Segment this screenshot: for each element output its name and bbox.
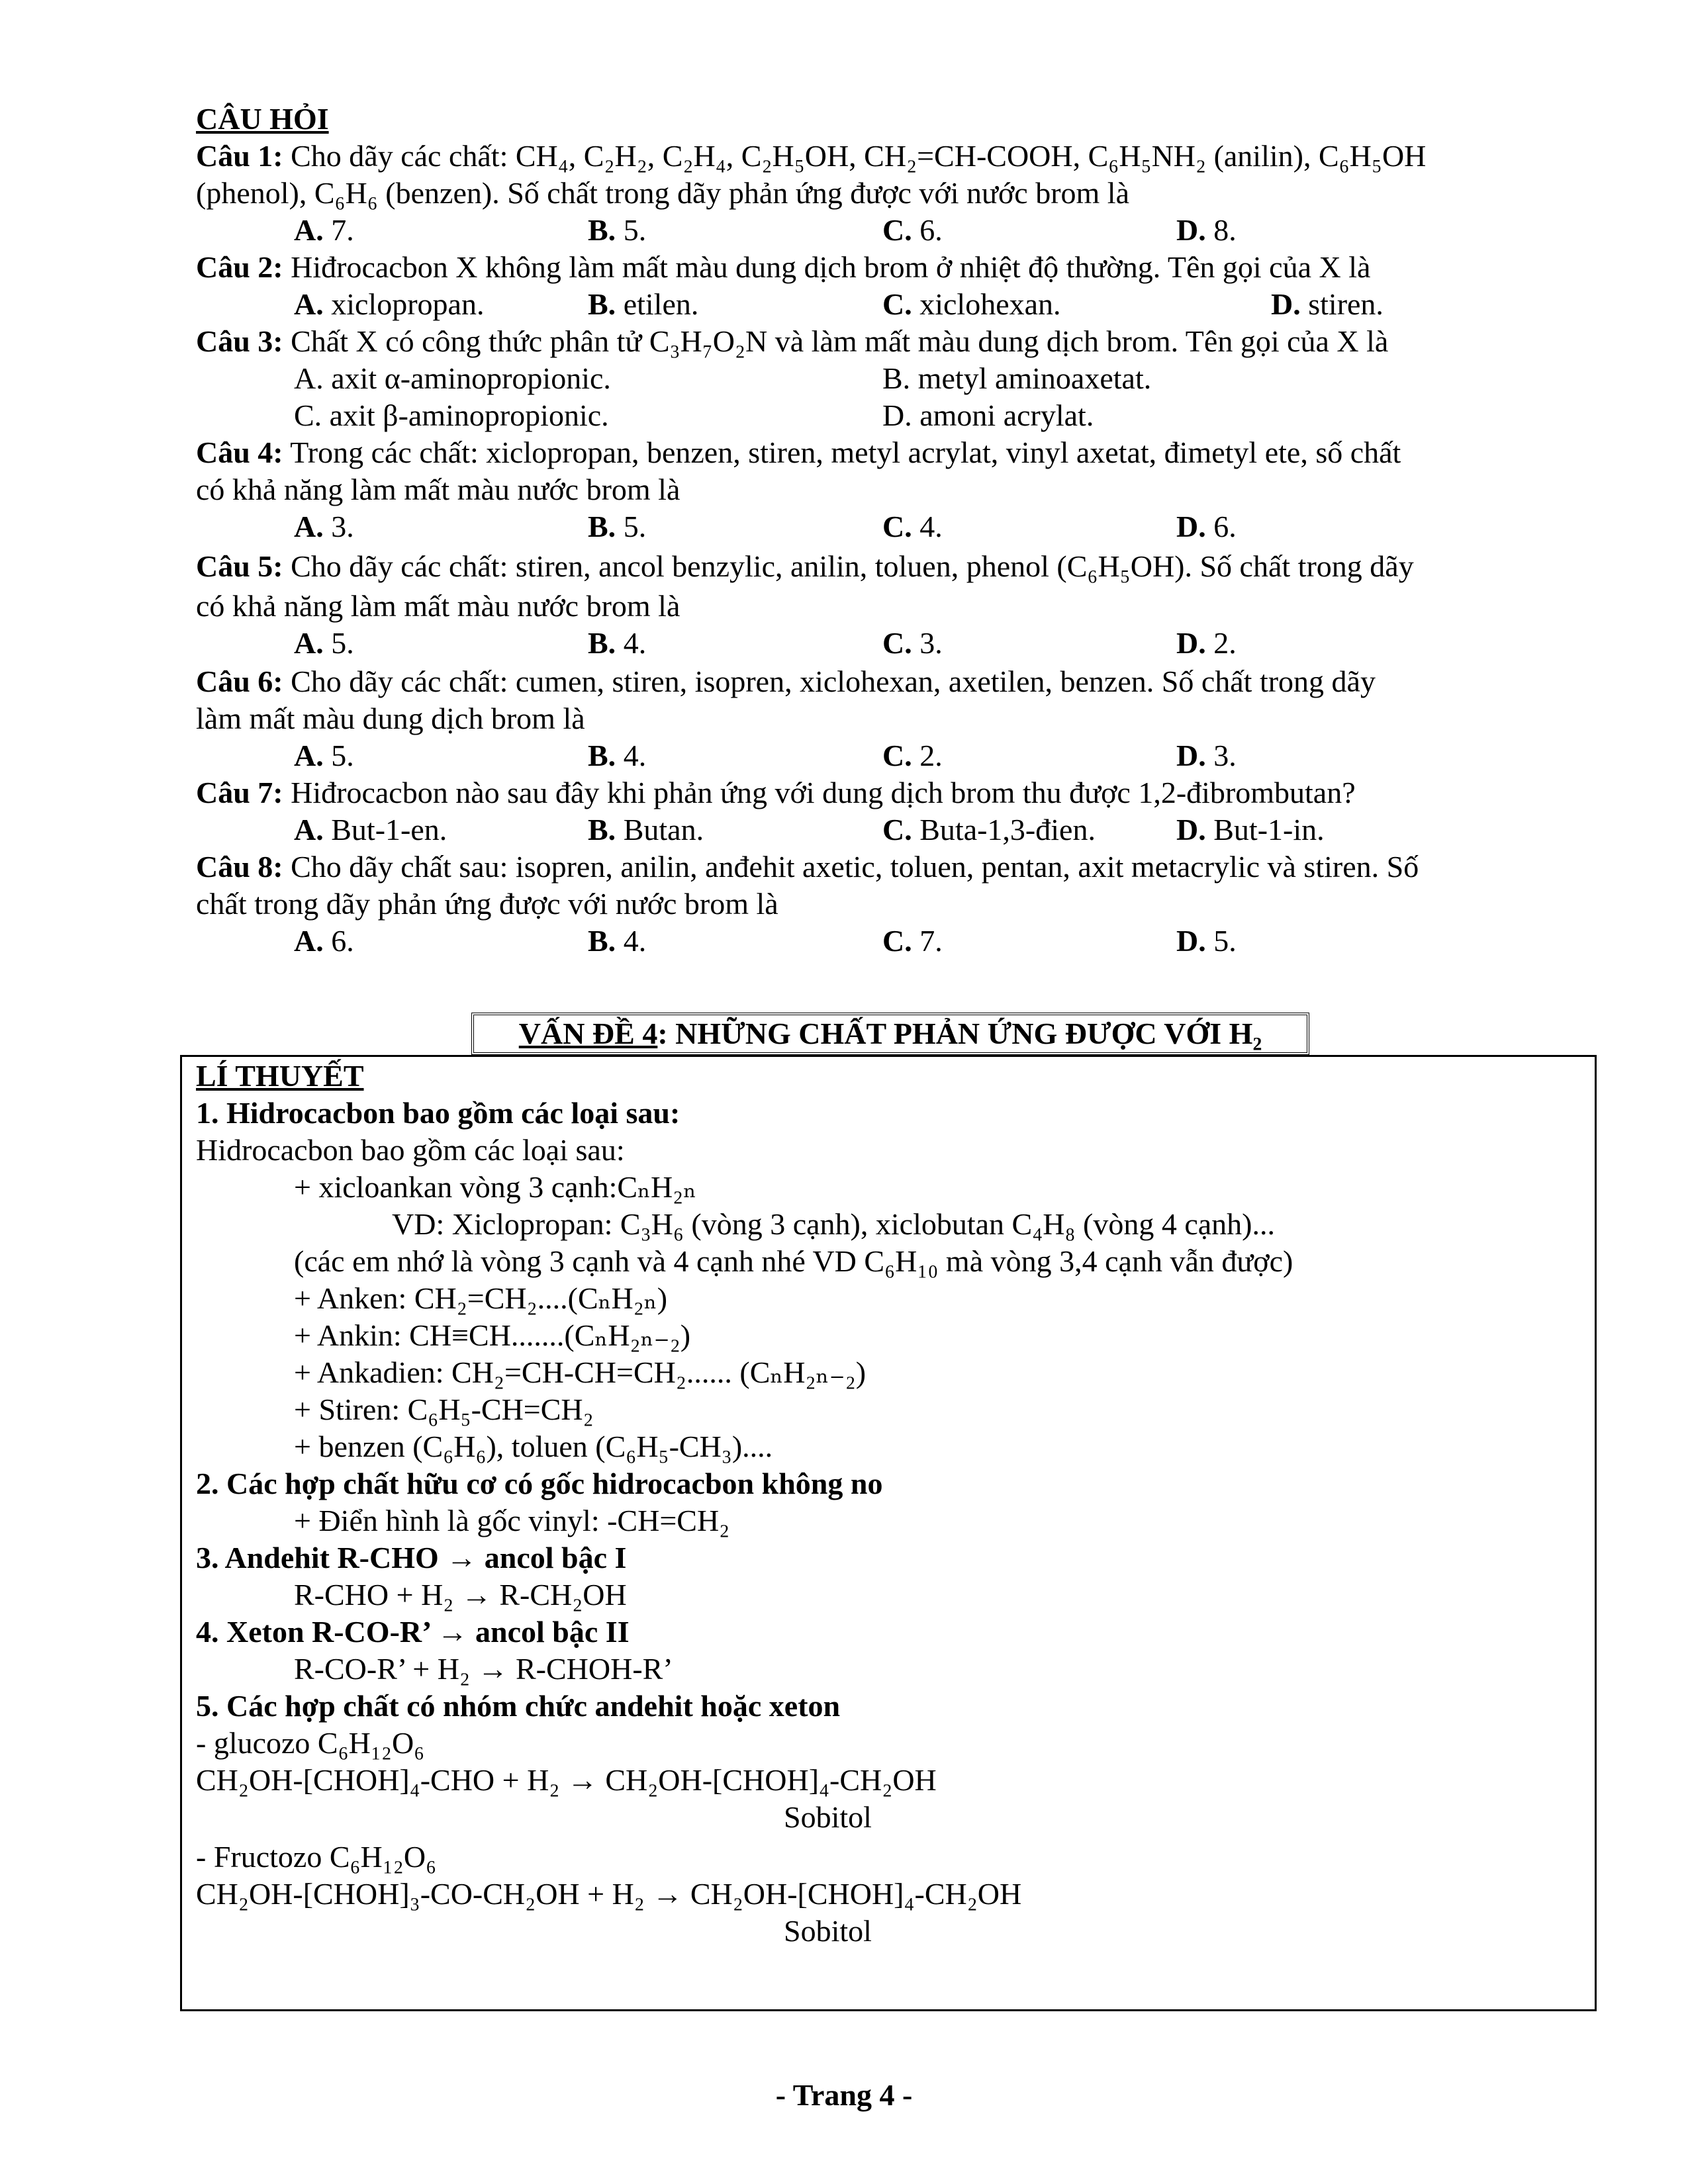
theory-line-1: 1. Hidrocacbon bao gồm các loại sau: bbox=[196, 1096, 680, 1130]
section-label: VẤN ĐỀ 4 bbox=[518, 1017, 658, 1050]
theory-line-13: 3. Andehit R-CHO → ancol bậc I bbox=[196, 1541, 627, 1574]
theory-line-22: CH₂OH-[CHOH]₃-CO-CH₂OH + H₂ → CH₂OH-[CHOH]₄-CH₂OH bbox=[196, 1877, 1022, 1911]
question-7-text-1: Hiđrocacbon nào sau đây khi phản ứng với dung dịch brom thu được 1,2-đibrombutan? bbox=[291, 776, 1356, 809]
question-2-option-b: B. etilen. bbox=[588, 287, 699, 321]
theory-line-15: 4. Xeton R-CO-R’ → ancol bậc II bbox=[196, 1615, 630, 1649]
theory-line-7: + Ankin: CH≡CH.......(CₙH₂ₙ₋₂) bbox=[294, 1318, 691, 1352]
question-2-label: Câu 2: bbox=[196, 250, 283, 284]
theory-line-11: 2. Các hợp chất hữu cơ có gốc hidrocacbon không no bbox=[196, 1467, 883, 1500]
question-5-line-2: có khả năng làm mất màu nước brom là bbox=[196, 589, 680, 623]
theory-line-17: 5. Các hợp chất có nhóm chức andehit hoặc xeton bbox=[196, 1689, 841, 1723]
question-5-option-b: B. 4. bbox=[588, 626, 647, 660]
question-5-text-1: Cho dãy các chất: stiren, ancol benzylic, anilin, toluen, phenol (C₆H₅OH). Số chất trong dãy bbox=[291, 549, 1414, 583]
theory-line-2: Hidrocacbon bao gồm các loại sau: bbox=[196, 1133, 625, 1167]
theory-line-14: R-CHO + H₂ → R-CH₂OH bbox=[294, 1578, 627, 1612]
question-6-line-2: làm mất màu dung dịch brom là bbox=[196, 702, 585, 735]
question-4-option-b: B. 5. bbox=[588, 510, 647, 543]
theory-line-20: Sobitol bbox=[784, 1800, 872, 1834]
question-8-option-d: D. 5. bbox=[1176, 924, 1237, 958]
question-2-text-1: Hiđrocacbon X không làm mất màu dung dịch brom ở nhiệt độ thường. Tên gọi của X là bbox=[291, 250, 1371, 284]
question-1-line-1 bbox=[196, 138, 1426, 175]
question-6-line-1 bbox=[196, 663, 1376, 700]
question-8-label: Câu 8: bbox=[196, 850, 283, 884]
question-1-option-a: A. 7. bbox=[294, 213, 354, 247]
question-7-option-c: C. Buta-1,3-đien. bbox=[882, 813, 1096, 846]
question-2-option-a: A. xiclopropan. bbox=[294, 287, 485, 321]
question-3-option-d: D. amoni acrylat. bbox=[882, 398, 1094, 432]
question-5-line-1 bbox=[196, 548, 1414, 585]
question-4-line-1 bbox=[196, 434, 1401, 471]
question-6-option-a: A. 5. bbox=[294, 739, 354, 772]
question-3-option-b: B. metyl aminoaxetat. bbox=[882, 361, 1152, 395]
theory-line-19: CH₂OH-[CHOH]₄-CHO + H₂ → CH₂OH-[CHOH]₄-CH₂OH bbox=[196, 1763, 937, 1797]
question-1-option-c: C. 6. bbox=[882, 213, 943, 247]
question-7-option-b: B. Butan. bbox=[588, 813, 704, 846]
question-1-option-d: D. 8. bbox=[1176, 213, 1237, 247]
question-2-option-c: C. xiclohexan. bbox=[882, 287, 1061, 321]
question-6-option-c: C. 2. bbox=[882, 739, 943, 772]
question-7-option-d: D. But-1-in. bbox=[1176, 813, 1325, 846]
question-8-option-b: B. 4. bbox=[588, 924, 647, 958]
question-5-option-d: D. 2. bbox=[1176, 626, 1237, 660]
question-3-option-c: C. axit β-aminopropionic. bbox=[294, 398, 609, 432]
question-6-option-d: D. 3. bbox=[1176, 739, 1237, 772]
question-8-option-c: C. 7. bbox=[882, 924, 943, 958]
question-6-text-1: Cho dãy các chất: cumen, stiren, isopren, xiclohexan, axetilen, benzen. Số chất trong dãy bbox=[291, 664, 1376, 698]
question-8-line-2: chất trong dãy phản ứng được với nước brom là bbox=[196, 887, 778, 921]
question-1-text-1: Cho dãy các chất: CH₄, C₂H₂, C₂H₄, C₂H₅OH, CH₂=CH-COOH, C₆H₅NH₂ (anilin), C₆H₅OH bbox=[291, 139, 1427, 173]
theory-heading: LÍ THUYẾT bbox=[196, 1059, 364, 1093]
theory-line-5: (các em nhớ là vòng 3 cạnh và 4 cạnh nhé VD C₆H₁₀ mà vòng 3,4 cạnh vẫn được) bbox=[294, 1244, 1293, 1278]
question-8-option-a: A. 6. bbox=[294, 924, 354, 958]
theory-line-8: + Ankadien: CH₂=CH-CH=CH₂...... (CₙH₂ₙ₋₂) bbox=[294, 1355, 867, 1389]
theory-line-16: R-CO-R’ + H₂ → R-CHOH-R’ bbox=[294, 1652, 673, 1686]
question-2-option-d: D. stiren. bbox=[1271, 287, 1383, 321]
question-3-label: Câu 3: bbox=[196, 324, 283, 358]
question-4-option-d: D. 6. bbox=[1176, 510, 1237, 543]
question-7-line-1 bbox=[196, 774, 1356, 811]
question-4-text-1: Trong các chất: xiclopropan, benzen, stiren, metyl acrylat, vinyl axetat, đimetyl ete, số chất bbox=[290, 435, 1401, 469]
question-4-option-c: C. 4. bbox=[882, 510, 943, 543]
question-1-label: Câu 1: bbox=[196, 139, 283, 173]
theory-line-4: VD: Xiclopropan: C₃H₆ (vòng 3 cạnh), xiclobutan C₄H₈ (vòng 4 cạnh)... bbox=[392, 1207, 1275, 1241]
theory-line-6: + Anken: CH₂=CH₂....(CₙH₂ₙ) bbox=[294, 1281, 668, 1315]
question-4-line-2: có khả năng làm mất màu nước brom là bbox=[196, 473, 680, 506]
question-1-option-b: B. 5. bbox=[588, 213, 647, 247]
question-5-label: Câu 5: bbox=[196, 549, 283, 583]
section-title-text: : NHỮNG CHẤT PHẢN ỨNG ĐƯỢC VỚI H₂ bbox=[657, 1017, 1262, 1050]
question-6-label: Câu 6: bbox=[196, 664, 283, 698]
question-3-line-1 bbox=[196, 323, 1388, 360]
theory-line-3: + xicloankan vòng 3 cạnh:CₙH₂ₙ bbox=[294, 1170, 697, 1204]
question-1-line-2: (phenol), C₆H₆ (benzen). Số chất trong dãy phản ứng được với nước brom là bbox=[196, 176, 1130, 210]
question-7-label: Câu 7: bbox=[196, 776, 283, 809]
section-title bbox=[471, 1013, 1309, 1055]
theory-line-9: + Stiren: C₆H₅-CH=CH₂ bbox=[294, 1392, 594, 1426]
question-8-line-1 bbox=[196, 848, 1419, 886]
page-footer: - Trang 4 - bbox=[775, 2078, 913, 2112]
theory-line-18: - glucozo C₆H₁₂O₆ bbox=[196, 1726, 425, 1760]
question-7-option-a: A. But-1-en. bbox=[294, 813, 447, 846]
question-6-option-b: B. 4. bbox=[588, 739, 647, 772]
question-5-option-a: A. 5. bbox=[294, 626, 354, 660]
question-2-line-1 bbox=[196, 249, 1370, 286]
questions-heading: CÂU HỎI bbox=[196, 102, 329, 136]
theory-line-12: + Điển hình là gốc vinyl: -CH=CH₂ bbox=[294, 1504, 730, 1537]
theory-line-23: Sobitol bbox=[784, 1914, 872, 1948]
theory-line-21: - Fructozo C₆H₁₂O₆ bbox=[196, 1840, 437, 1874]
question-8-text-1: Cho dãy chất sau: isopren, anilin, anđehit axetic, toluen, pentan, axit metacrylic và stiren. Số bbox=[291, 850, 1419, 884]
theory-line-10: + benzen (C₆H₆), toluen (C₆H₅-CH₃).... bbox=[294, 1430, 773, 1463]
question-4-label: Câu 4: bbox=[196, 435, 283, 469]
question-3-text-1: Chất X có công thức phân tử C₃H₇O₂N và làm mất màu dung dịch brom. Tên gọi của X là bbox=[291, 324, 1389, 358]
question-5-option-c: C. 3. bbox=[882, 626, 943, 660]
question-4-option-a: A. 3. bbox=[294, 510, 354, 543]
question-3-option-a: A. axit α-aminopropionic. bbox=[294, 361, 611, 395]
